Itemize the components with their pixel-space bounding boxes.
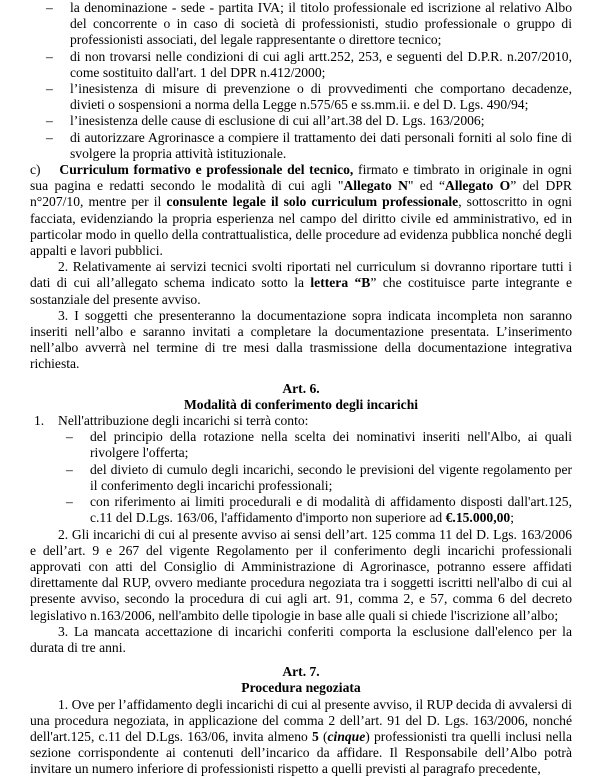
list-item: – del divieto di cumulo degli incarichi, secondo le previsioni del vigente regolamento per il conferimento degli incarichi professionali; (66, 461, 572, 493)
numbered-item: 1. Nell'attribuzione degli incarichi si terrà conto: (34, 413, 309, 429)
dash-marker: – (46, 48, 53, 64)
list-item: – con riferimento ai limiti procedurali e di modalità di affidamento disposti dall'art.125, c.11 del D.Lgs. 163/06, l'affidamento d'importo non superiore ad €.15.000,00; (66, 494, 572, 526)
requirements-list (30, 0, 572, 162)
curriculum-paragraph: c) Curriculum formativo e professionale del tecnico, firmato e timbrato in originale in ogni sua pagina e redatti secondo le modalità di cui agli "Allegato N" ed “Allegato O” del DPR n°207/10, mentre per il consulente legale il solo curriculum professionale, sottoscritto in ogni facciata, evidenziando la propria esperienza nel campo del diritto civile ed amministrativo, ed in particolar modo in quello della contrattualistica, delle procedure ad evidenza pubblica nonché degli appalti e lavori pubblici. (30, 162, 573, 259)
list-item: – di autorizzare Agrorinasce a compiere il trattamento dei dati personali forniti al solo fine di svolgere la propria attività istituzionale. (46, 129, 572, 161)
list-item: – la denominazione - sede - partita IVA; il titolo professionale ed iscrizione al relativo Albo del concorrente o in caso di società di professionisti, studio professionale o gruppo di professionisti associati, del legale rappresentante o direttore tecnico; (46, 0, 572, 48)
dash-marker: – (46, 113, 53, 129)
article-title: Modalità di conferimento degli incarichi (183, 396, 419, 412)
dash-marker: – (46, 129, 53, 145)
exclusion-paragraph: 3. La mancata accettazione di incarichi conferiti comporta la esclusione dall'elenco per la durata di tre anni. (30, 623, 572, 655)
dash-marker: – (66, 461, 73, 477)
document-page (30, 0, 572, 778)
dash-marker: – (66, 494, 73, 510)
incomplete-docs-paragraph: 3. I soggetti che presenteranno la documentazione sopra indicata incompleta non saranno inseriti nell’albo e saranno invitati a completare la documentazione presentata. L’inserimento nell’albo avverrà nel termine di tre mesi dalla trasmissione della documentazione integrativa richiesta. (30, 307, 572, 372)
spacer (30, 373, 572, 381)
list-item: – l’inesistenza di misure di prevenzione o di provvedimenti che comportano decadenze, divieti o sospensioni a norma della Legge n.575/65 e ss.mm.ii. e del D. Lgs. 490/94; (46, 81, 572, 113)
dash-marker: – (46, 81, 53, 97)
spacer (30, 656, 572, 664)
dash-marker: – (66, 429, 73, 445)
criteria-list (30, 429, 572, 526)
article-title: Procedura negoziata (241, 680, 361, 696)
list-item: – di non trovarsi nelle condizioni di cui agli artt.252, 253, e seguenti del D.P.R. n.207/2010, come sostituito dall'art. 1 del DPR n.412/2000; (46, 48, 572, 80)
negotiated-procedure-paragraph: 1. Ove per l’affidamento degli incarichi di cui al presente avviso, il RUP decida di avvalersi di una procedura negoziata, in applicazione del comma 2 dell’art. 91 del D. Lgs. 163/2006, nonché dell'art.125, c.11 del D.Lgs. 163/06, invita almeno 5 (cinque) professionisti tra quelli inclusi nella sezione corrispondente ai contenuti dell’incarico da affidare. Il Responsabile dell’Albo potrà invitare un numero inferiore di professionisti rispetto a quelli previsti al paragrafo precedente, (30, 696, 572, 777)
list-item: – l’inesistenza delle cause di esclusione di cui all’art.38 del D. Lgs. 163/2006; (46, 113, 485, 129)
article-number: Art. 7. (282, 664, 320, 680)
list-item: – del principio della rotazione nella scelta dei nominativi inseriti nell'Albo, ai quali rivolgere l'offerta; (66, 429, 572, 461)
dash-marker: – (46, 0, 53, 15)
article-number: Art. 6. (282, 380, 320, 396)
services-paragraph: 2. Relativamente ai servizi tecnici svolti riportati nel curriculum si dovranno riportare tutti i dati di cui all’allegato schema indicato sotto la lettera “B” che costituisce parte integrante e sostanziale del presente avviso. (30, 259, 572, 307)
assignment-paragraph: 2. Gli incarichi di cui al presente avviso ai sensi dell’art. 125 comma 11 del D. Lgs. 163/2006 e dell’art. 9 e 267 del vigente Regolamento per il conferimento degli incarichi professionali approvati con atti del Consiglio di Amministrazione di Agrorinasce, potranno essere affidati direttamente dal RUP, ovvero mediante procedura negoziata tra i soggetti iscritti nell'albo di cui al presente avviso, secondo la procedura di cui agli art. 91, comma 2, e 57, comma 6 del decreto legislativo n.163/2006, nell'ambito delle tipologie in base alle quali si chiede l'iscrizione all’albo; (30, 526, 572, 623)
